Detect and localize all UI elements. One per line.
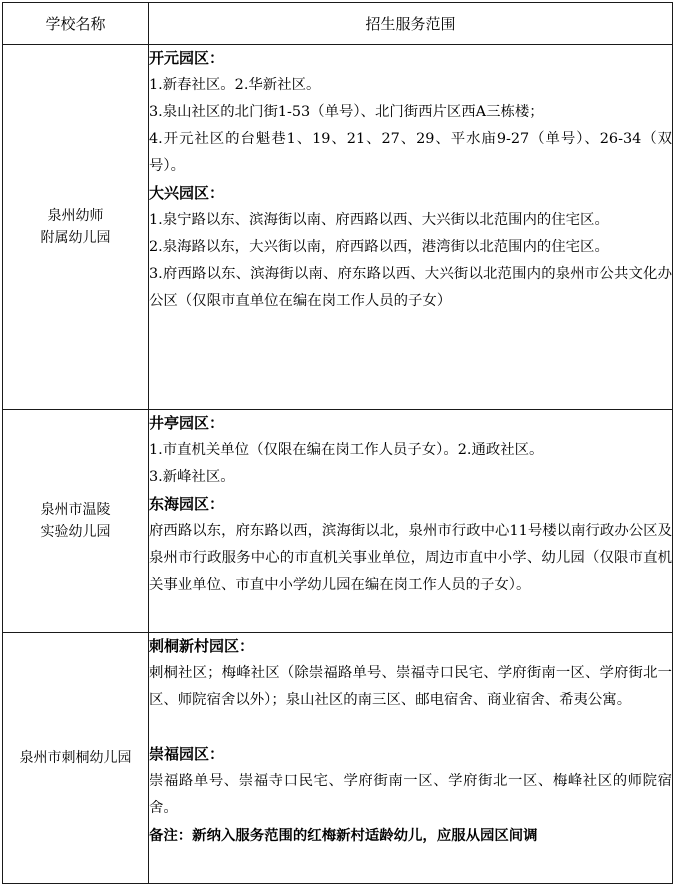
- campus-title: 崇福园区：: [149, 745, 225, 763]
- range-line: 3.泉山社区的北门街1-53（单号）、北门街西片区西A三栋楼；: [149, 104, 544, 120]
- range-line: 3.府西路以东、滨海街以南、府东路以西、大兴街以北范围内的泉州市公共文化办公区（仅限市直单位在编在岗工作人员的子女）: [149, 266, 672, 309]
- range-line: 3.新峰社区。: [149, 469, 235, 485]
- range-line: 1.新春社区。2.华新社区。: [149, 77, 321, 93]
- range-line: 1.市直机关单位（仅限在编在岗工作人员子女）。2.通政社区。: [149, 442, 544, 458]
- school-name-line: 附属幼儿园: [40, 230, 111, 246]
- header-enrollment-range: 招生服务范围: [149, 3, 673, 45]
- table-row: [3, 410, 673, 633]
- campus-title: 东海园区：: [149, 495, 225, 513]
- range-line: 1.泉宁路以东、滨海街以南、府西路以西、大兴街以北范围内的住宅区。: [149, 212, 609, 228]
- enrollment-range-cell: [149, 633, 673, 884]
- school-name-cell: [3, 633, 149, 884]
- range-line: 2.泉海路以东，大兴街以南，府西路以西，港湾街以北范围内的住宅区。: [149, 239, 609, 255]
- school-name-line: 泉州市温陵: [40, 502, 111, 518]
- range-line: 崇福路单号、崇福寺口民宅、学府街南一区、学府街北一区、梅峰社区的师院宿舍。: [149, 773, 672, 816]
- school-name-cell: [3, 45, 149, 410]
- campus-title: 刺桐新村园区：: [149, 637, 255, 655]
- campus-title: 大兴园区：: [149, 184, 225, 202]
- enrollment-range-cell: [149, 410, 673, 633]
- table-row: [3, 633, 673, 884]
- enrollment-range-cell: [149, 45, 673, 410]
- enrollment-range-table: [2, 2, 673, 884]
- school-name-cell: [3, 410, 149, 633]
- campus-title: 井亭园区：: [149, 414, 225, 432]
- campus-title: 开元园区：: [149, 49, 225, 67]
- table-header-row: [3, 3, 673, 45]
- blank-line: [149, 714, 672, 741]
- header-school-name: 学校名称: [3, 3, 149, 45]
- range-line: 府西路以东，府东路以西，滨海街以北，泉州市行政中心11号楼以南行政办公区及泉州市行政服务中心的市直机关事业单位，周边市直中小学、幼儿园（仅限市直机关事业单位、市直中小学幼儿园在编在岗工作人员的子女）。: [149, 523, 672, 593]
- range-line: 4.开元社区的台魁巷1、19、21、27、29、平水庙9-27（单号）、26-34（双号）。: [149, 131, 672, 174]
- range-line: 刺桐社区；梅峰社区（除崇福路单号、崇福寺口民宅、学府街南一区、学府街北一区、师院宿舍以外）；泉山社区的南三区、邮电宿舍、商业宿舍、希夷公寓。: [149, 665, 672, 708]
- school-name-line: 泉州幼师: [47, 208, 104, 224]
- remark-note: 备注：新纳入服务范围的红梅新村适龄幼儿，应服从园区间调: [149, 827, 538, 844]
- school-name-line: 实验幼儿园: [40, 524, 111, 540]
- table-row: [3, 45, 673, 410]
- school-name-line: 泉州市刺桐幼儿园: [19, 750, 132, 766]
